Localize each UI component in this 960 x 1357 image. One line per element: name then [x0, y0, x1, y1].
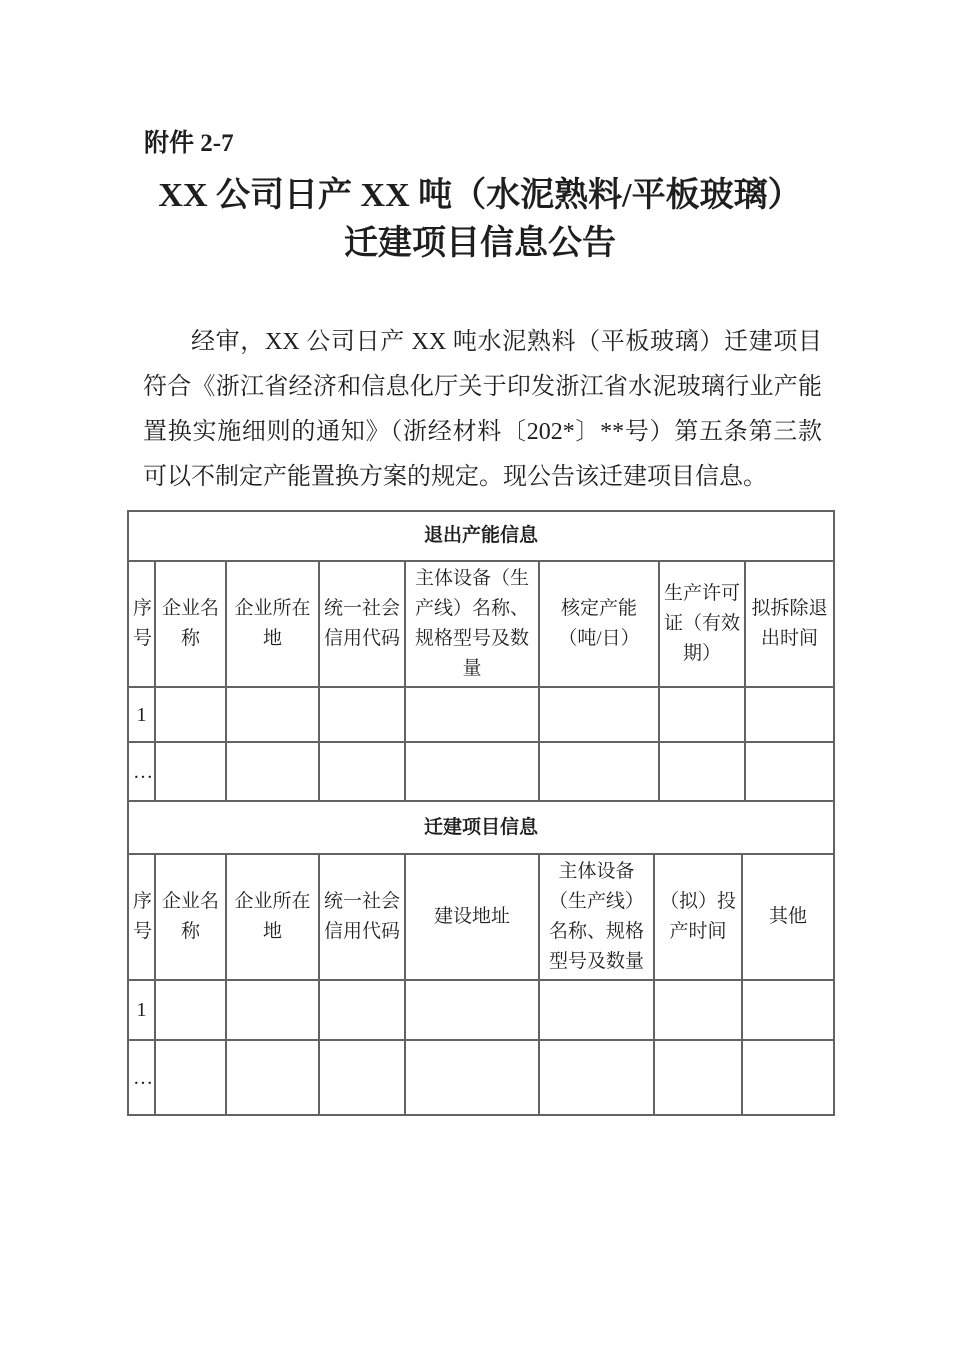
column-header: 序号 [128, 854, 155, 980]
empty-data-cell [745, 687, 834, 742]
empty-data-cell [405, 1040, 539, 1115]
column-header: 序号 [128, 561, 155, 687]
empty-data-cell [654, 980, 742, 1040]
empty-data-cell [539, 742, 659, 801]
column-header: 企业所在地 [226, 854, 319, 980]
document-title-line1: XX 公司日产 XX 吨（水泥熟料/平板玻璃） [158, 177, 802, 214]
column-header: 核定产能（吨/日） [539, 561, 659, 687]
empty-data-cell [319, 1040, 405, 1115]
column-header: 其他 [742, 854, 834, 980]
empty-data-cell [155, 1040, 226, 1115]
document-title [0, 172, 960, 268]
section-title-row [128, 801, 834, 854]
row-index-cell: … [128, 742, 155, 801]
empty-data-cell [405, 687, 539, 742]
empty-data-cell [539, 687, 659, 742]
empty-data-cell [319, 687, 405, 742]
empty-data-cell [155, 687, 226, 742]
empty-data-cell [319, 980, 405, 1040]
table-row [128, 742, 834, 801]
table-row [128, 980, 834, 1040]
column-header: 主体设备（生产线）名称、规格型号及数量 [539, 854, 654, 980]
column-header: 生产许可证（有效期） [659, 561, 745, 687]
column-header: 拟拆除退出时间 [745, 561, 834, 687]
empty-data-cell [539, 1040, 654, 1115]
empty-data-cell [226, 1040, 319, 1115]
empty-data-cell [155, 980, 226, 1040]
table-row [128, 687, 834, 742]
section-title: 迁建项目信息 [128, 801, 834, 854]
tables-section [127, 510, 833, 1116]
exit-capacity-table [127, 510, 835, 802]
row-index-cell: … [128, 1040, 155, 1115]
column-header: 企业所在地 [226, 561, 319, 687]
empty-data-cell [539, 980, 654, 1040]
empty-data-cell [659, 687, 745, 742]
empty-data-cell [742, 980, 834, 1040]
table-row [128, 1040, 834, 1115]
empty-data-cell [659, 742, 745, 801]
column-header: 建设地址 [405, 854, 539, 980]
column-header: 统一社会信用代码 [319, 854, 405, 980]
column-header: 企业名称 [155, 561, 226, 687]
empty-data-cell [226, 687, 319, 742]
empty-data-cell [155, 742, 226, 801]
empty-data-cell [226, 980, 319, 1040]
row-index-cell: 1 [128, 980, 155, 1040]
row-index-cell: 1 [128, 687, 155, 742]
section-title: 退出产能信息 [128, 511, 834, 561]
body-paragraph: 经审，XX 公司日产 XX 吨水泥熟料（平板玻璃）迁建项目符合《浙江省经济和信息化厅关于印发浙江省水泥玻璃行业产能置换实施细则的通知》（浙经材料〔202*〕**号）第五条第三款可以不制定产能置换方案的规定。现公告该迁建项目信息。 [143, 329, 822, 490]
column-header: （拟）投产时间 [654, 854, 742, 980]
empty-data-cell [742, 1040, 834, 1115]
empty-data-cell [654, 1040, 742, 1115]
empty-data-cell [226, 742, 319, 801]
attachment-label: 附件 2-7 [144, 130, 234, 157]
header-row [128, 854, 834, 980]
column-header: 企业名称 [155, 854, 226, 980]
relocation-project-table [127, 800, 835, 1116]
empty-data-cell [405, 980, 539, 1040]
section-title-row [128, 511, 834, 561]
empty-data-cell [745, 742, 834, 801]
column-header: 主体设备（生产线）名称、规格型号及数量 [405, 561, 539, 687]
document-title-line2: 迁建项目信息公告 [344, 225, 616, 262]
empty-data-cell [319, 742, 405, 801]
empty-data-cell [405, 742, 539, 801]
header-row [128, 561, 834, 687]
column-header: 统一社会信用代码 [319, 561, 405, 687]
